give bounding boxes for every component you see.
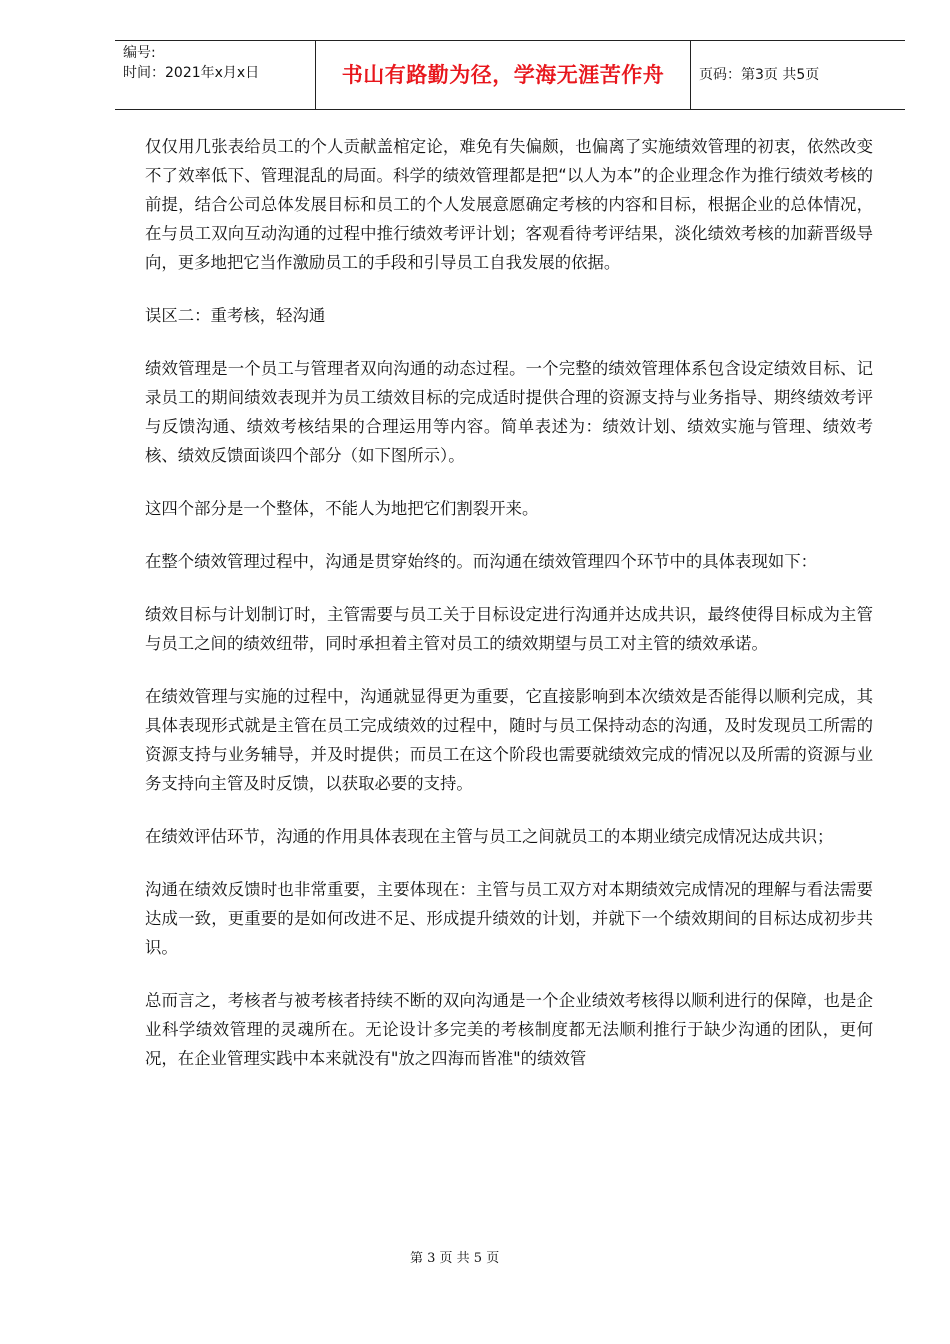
paragraph: 这四个部分是一个整体，不能人为地把它们割裂开来。 bbox=[145, 499, 539, 518]
time-label: 时间：2021年x月x日 bbox=[123, 65, 260, 81]
paragraph: 总而言之，考核者与被考核者持续不断的双向沟通是一个企业绩效考核得以顺利进行的保障，也是企业科学绩效管理的灵魂所在。无论设计多完美的考核制度都无法顺利推行于缺少沟通的团队，更何况，在企业管理实践中本来就没有"放之四海而皆准"的绩效管 bbox=[145, 991, 873, 1068]
section-heading: 误区二：重考核，轻沟通 bbox=[145, 306, 326, 325]
page-header bbox=[115, 40, 905, 110]
paragraph: 沟通在绩效反馈时也非常重要，主要体现在：主管与员工双方对本期绩效完成情况的理解与看法需要达成一致，更重要的是如何改进不足、形成提升绩效的计划，并就下一个绩效期间的目标达成初步共识。 bbox=[145, 880, 873, 957]
header-meta bbox=[115, 41, 316, 109]
document-body bbox=[145, 132, 873, 1097]
paragraph: 在绩效管理与实施的过程中，沟通就显得更为重要，它直接影响到本次绩效是否能得以顺利完成，其具体表现形式就是主管在员工完成绩效的过程中，随时与员工保持动态的沟通，及时发现员工所需的资源支持与业务辅导，并及时提供；而员工在这个阶段也需要就绩效完成的情况以及所需的资源与业务支持向主管及时反馈，以获取必要的支持。 bbox=[145, 687, 873, 793]
page-footer: 第 3 页 共 5 页 bbox=[410, 1251, 500, 1266]
header-page-number: 页码：第3页 共5页 bbox=[699, 67, 820, 83]
header-motto: 书山有路勤为径，学海无涯苦作舟 bbox=[316, 41, 691, 109]
paragraph: 绩效目标与计划制订时，主管需要与员工关于目标设定进行沟通并达成共识，最终使得目标成为主管与员工之间的绩效纽带，同时承担着主管对员工的绩效期望与员工对主管的绩效承诺。 bbox=[145, 605, 873, 653]
code-label: 编号: bbox=[123, 45, 156, 61]
paragraph: 绩效管理是一个员工与管理者双向沟通的动态过程。一个完整的绩效管理体系包含设定绩效目标、记录员工的期间绩效表现并为员工绩效目标的完成适时提供合理的资源支持与业务指导、期终绩效考评与反馈沟通、绩效考核结果的合理运用等内容。简单表述为：绩效计划、绩效实施与管理、绩效考核、绩效反馈面谈四个部分（如下图所示）。 bbox=[145, 359, 873, 465]
paragraph: 在绩效评估环节，沟通的作用具体表现在主管与员工之间就员工的本期业绩完成情况达成共识； bbox=[145, 827, 834, 846]
paragraph: 仅仅用几张表给员工的个人贡献盖棺定论，难免有失偏颇，也偏离了实施绩效管理的初衷，依然改变不了效率低下、管理混乱的局面。科学的绩效管理都是把“以人为本”的企业理念作为推行绩效考核的前提，结合公司总体发展目标和员工的个人发展意愿确定考核的内容和目标，根据企业的总体情况，在与员工双向互动沟通的过程中推行绩效考评计划；客观看待考评结果，淡化绩效考核的加薪晋级导向，更多地把它当作激励员工的手段和引导员工自我发展的依据。 bbox=[145, 137, 873, 272]
paragraph: 在整个绩效管理过程中，沟通是贯穿始终的。而沟通在绩效管理四个环节中的具体表现如下： bbox=[145, 552, 818, 571]
